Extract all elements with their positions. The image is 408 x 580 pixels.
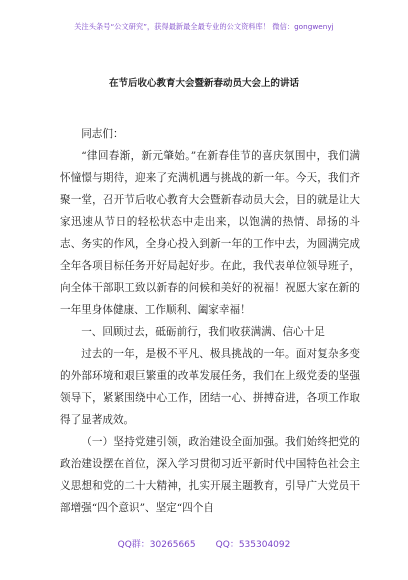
footer-qq-group: QQ群：30265665 — [117, 540, 196, 550]
salutation: 同志们： — [81, 128, 124, 140]
footer-qq: QQ：535304092 — [215, 540, 291, 550]
paragraph-review: 过去的一年，是极不平凡、极具挑战的一年。面对复杂多变的外部环境和艰巨繁重的改革发展任务，我们在上级党委的坚强领导下，紧紧围绕中心工作，团结一心、拼搏奋进，各项工作取得了显著成效。 — [60, 348, 360, 426]
header-banner: 关注头条号“公文研究”，获得最新最全最专业的公文资料库！ 微信：gongwenyj — [74, 22, 334, 31]
section-heading-1: 一、回顾过去，砥砺前行，我们收获满满、信心十足 — [81, 326, 325, 338]
paragraph-party-building: （一）坚持党建引领，政治建设全面加强。我们始终把党的政治建设摆在首位，深入学习贯彻习近平新时代中国特色社会主义思想和党的二十大精神，扎实开展主题教育，引导广大党员干部增强“四个意识”、坚定“四个自 — [60, 436, 360, 514]
paragraph-opening: “律回春渐，新元肇始。”在新春佳节的喜庆氛围中，我们满怀憧憬与期待，迎来了充满机遇与挑战的新一年。今天，我们齐聚一堂，召开节后收心教育大会暨新春动员大会，目的就是让大家迅速从节日的轻松状态中走出来，以饱满的热情、昂扬的斗志、务实的作风，全身心投入到新一年的工作中去，为圆满完成全年各项目标任务开好局起好步。在此，我代表单位领导班子，向全体干部职工致以新春的问候和美好的祝福！祝愿大家在新的一年里身体健康、工作顺利、阖家幸福！ — [60, 150, 360, 316]
document-title: 在节后收心教育大会暨新春动员大会上的讲话 — [108, 78, 299, 89]
footer-contact — [0, 537, 408, 550]
document-body — [60, 123, 360, 519]
